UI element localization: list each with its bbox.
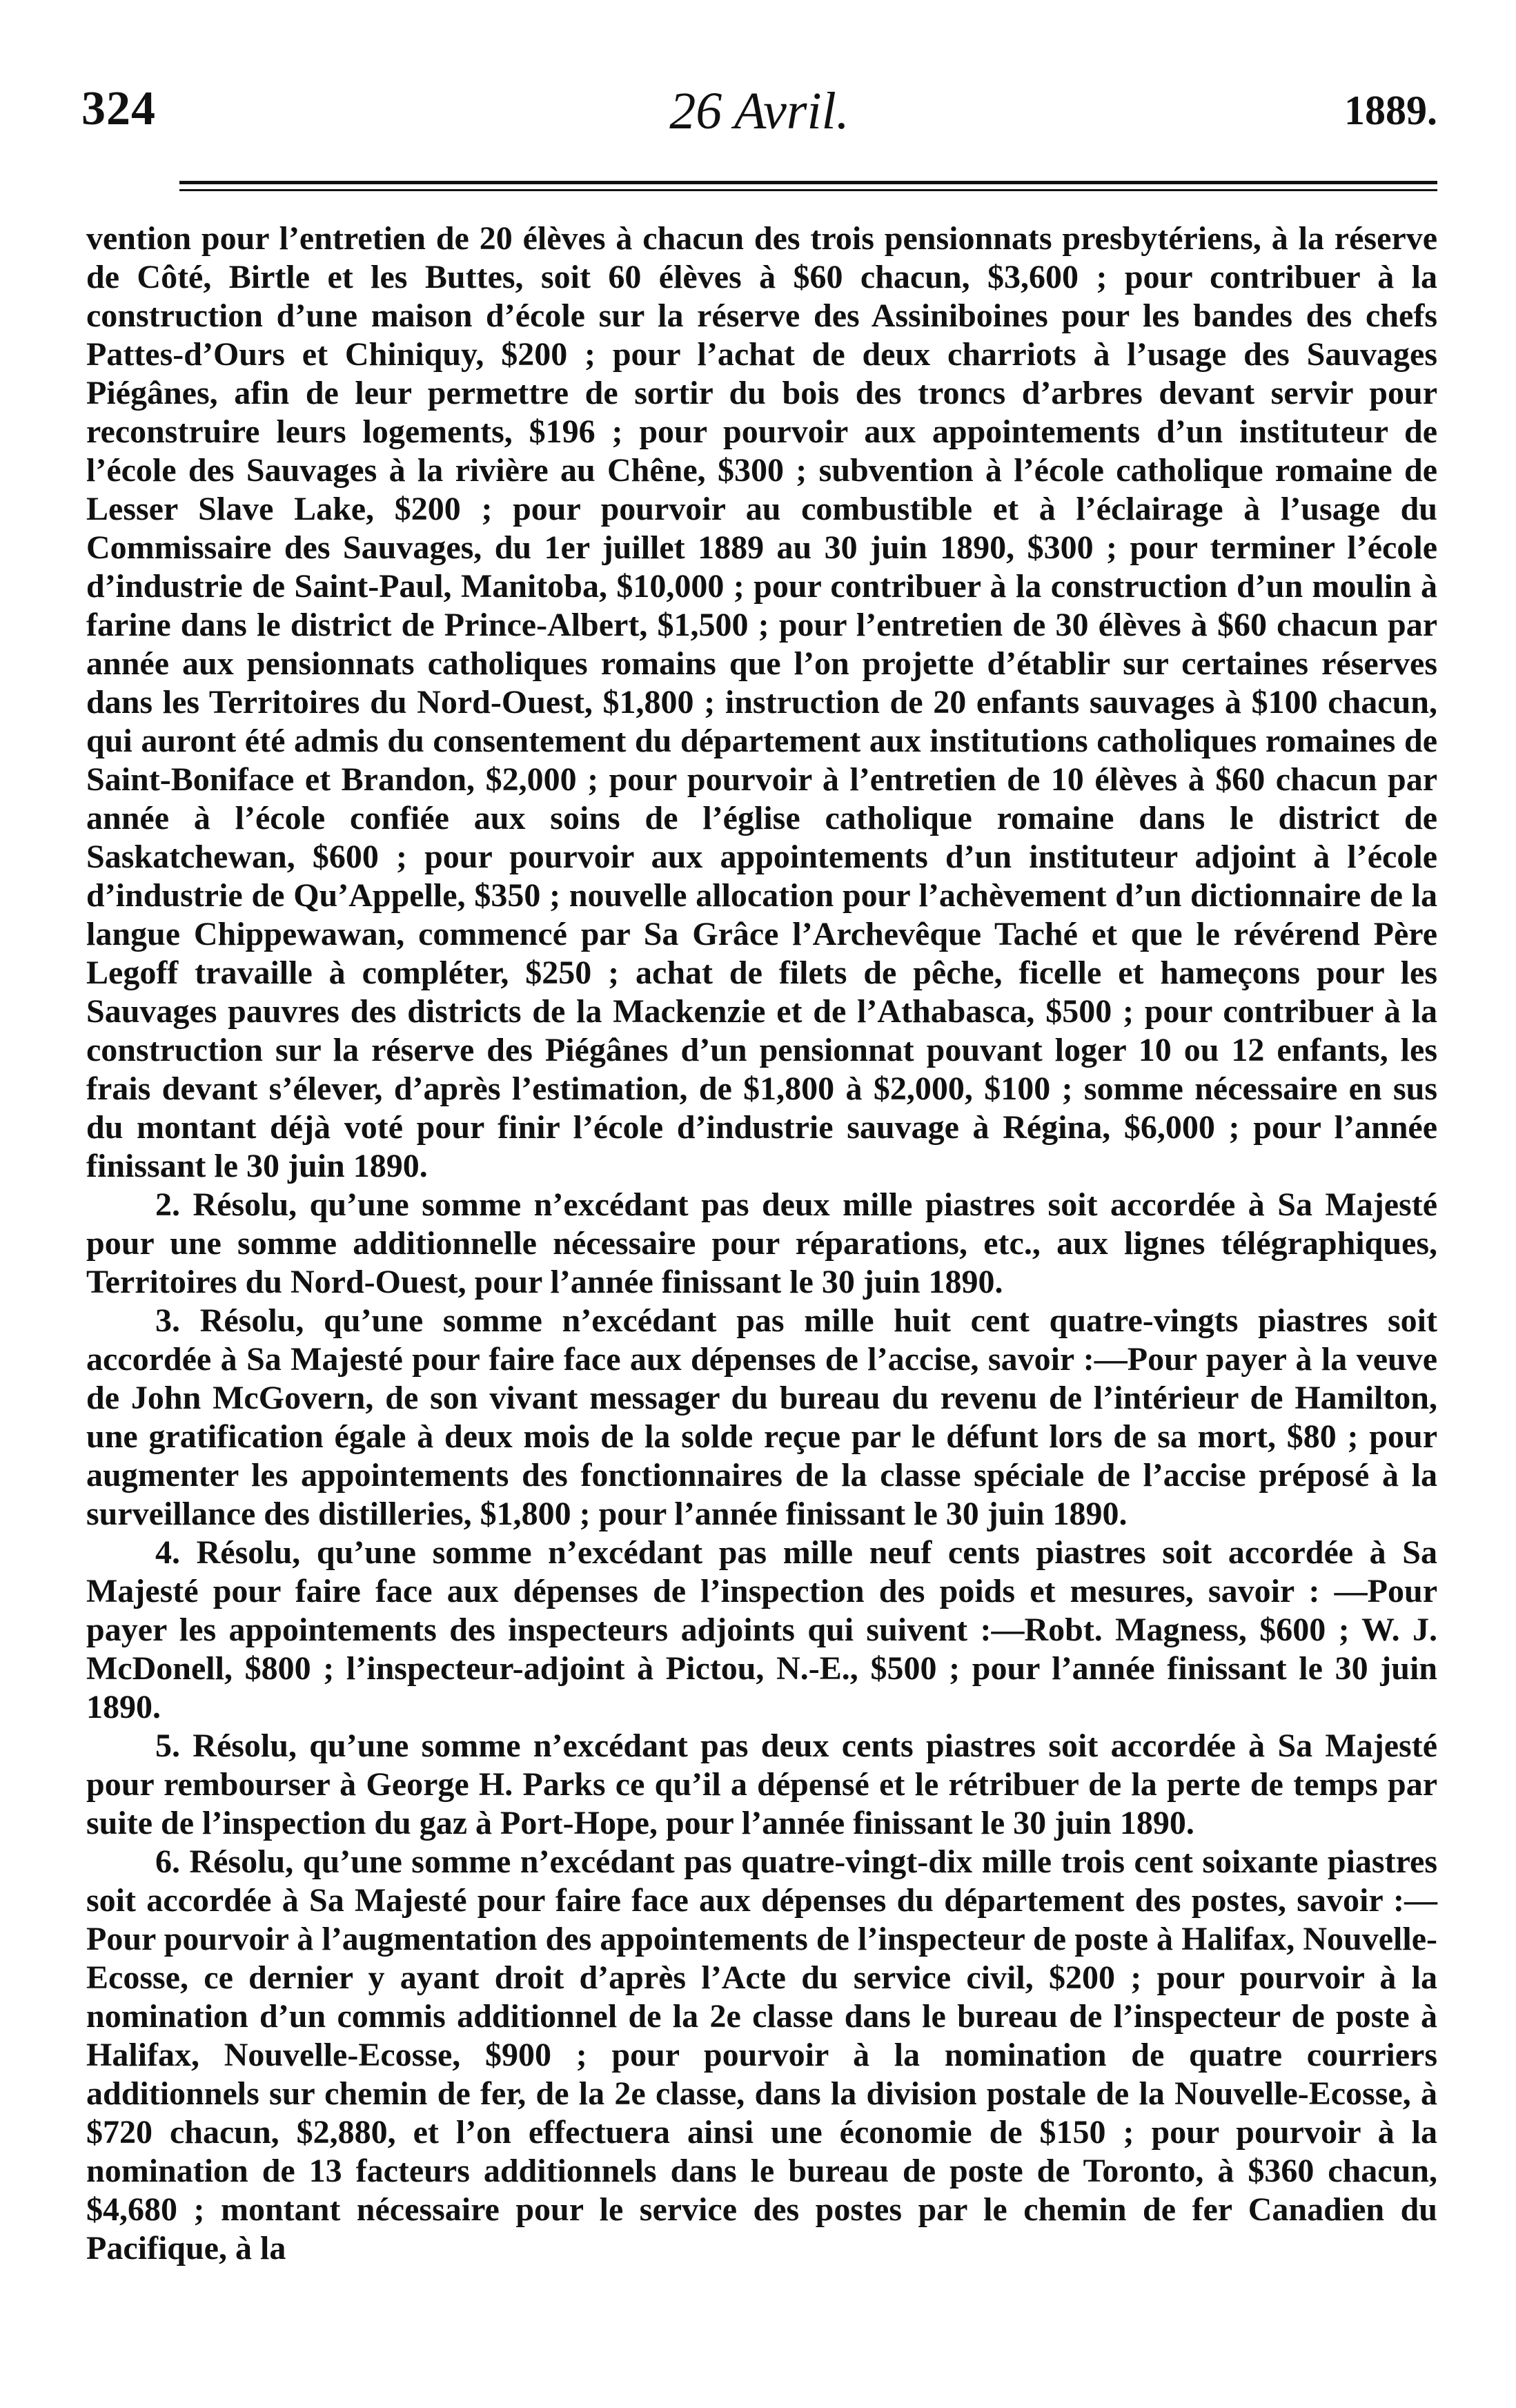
paragraph-resolution-3: 3. Résolu, qu’une somme n’excédant pas mille huit cent quatre-vingts piastres soit accordée à Sa Majesté pour faire face aux dépenses de l’accise, savoir :—Pour payer à la veuve de John McGovern, de son vivant messager du bureau du revenu de l’intérieur de Hamilton, une gratification égale à deux mois de la solde reçue par le défunt lors de sa mort, $80 ; pour augmenter les appointements des fonctionnaires de la classe spéciale de l’accise préposé à la surveillance des distilleries, $1,800 ; pour l’année finissant le 30 juin 1890. [86,1302,1437,1532]
paragraph-continuation: vention pour l’entretien de 20 élèves à chacun des trois pensionnats presbytériens, à la réserve de Côté, Birtle et les Buttes, soit 60 élèves à $60 chacun, $3,600 ; pour contribuer à la construction d’une maison d’école sur la réserve des Assiniboines pour les bandes des chefs Pattes-d’Ours et Chiniquy, $200 ; pour l’achat de deux charriots à l’usage des Sauvages Piégânes, afin de leur permettre de sortir du bois des troncs d’arbres devant servir pour reconstruire leurs logements, $196 ; pour pourvoir aux appointements d’un instituteur de l’école des Sauvages à la rivière au Chêne, $300 ; subvention à l’école catholique romaine de Lesser Slave Lake, $200 ; pour pourvoir au combustible et à l’éclairage à l’usage du Commissaire des Sauvages, du 1er juillet 1889 au 30 juin 1890, $300 ; pour terminer l’école d’industrie de Saint-Paul, Manitoba, $10,000 ; pour contribuer à la construction d’un moulin à farine dans le district de Prince-Albert, $1,500 ; pour l’entretien de 30 élèves à $60 chacun par année aux pensionnats catholiques romains que l’on projette d’établir sur certaines réserves dans les Territoires du Nord-Ouest, $1,800 ; instruction de 20 enfants sauvages à $100 chacun, qui auront été admis du consentement du département aux institutions catholiques romaines de Saint-Boniface et Brandon, $2,000 ; pour pourvoir à l’entretien de 10 élèves à $60 chacun par année à l’école confiée aux soins de l’église catholique romaine dans le district de Saskatchewan, $600 ; pour pourvoir aux appointements d’un instituteur adjoint à l’école d’industrie de Qu’Appelle, $350 ; nouvelle allocation pour l’achèvement d’un dictionnaire de la langue Chippewawan, commencé par Sa Grâce l’Archevêque Taché et que le révérend Père Legoff travaille à compléter, $250 ; achat de filets de pêche, ficelle et hameçons pour les Sauvages pauvres des districts de la Mackenzie et de l’Athabasca, $500 ; pour contribuer à la construction sur la réserve des Piégânes d’un pensionnat pouvant loger 10 ou 12 enfants, les frais devant s’élever, d’après l’estimation, de $1,800 à $2,000, $100 ; somme nécessaire en sus du montant déjà voté pour finir l’école d’industrie sauvage à Régina, $6,000 ; pour l’année finissant le 30 juin 1890. [86,220,1437,1184]
paragraph-resolution-2: 2. Résolu, qu’une somme n’excédant pas deux mille piastres soit accordée à Sa Majesté pour une somme additionnelle nécessaire pour réparations, etc., aux lignes télégraphiques, Territoires du Nord-Ouest, pour l’année finissant le 30 juin 1890. [86,1186,1437,1300]
paragraph-resolution-6: 6. Résolu, qu’une somme n’excédant pas quatre-vingt-dix mille trois cent soixante piastres soit accordée à Sa Majesté pour faire face aux dépenses du département des postes, savoir :—Pour pourvoir à l’augmentation des appointements de l’inspecteur de poste à Halifax, Nouvelle-Ecosse, ce dernier y ayant droit d’après l’Acte du service civil, $200 ; pour pourvoir à la nomination d’un commis additionnel de la 2e classe dans le bureau de l’inspecteur de poste à Halifax, Nouvelle-Ecosse, $900 ; pour pourvoir à la nomination de quatre courriers additionnels sur chemin de fer, de la 2e classe, dans la division postale de la Nouvelle-Ecosse, à $720 chacun, $2,880, et l’on effectuera ainsi une économie de $150 ; pour pourvoir à la nomination de 13 facteurs additionnels dans le bureau de poste de Toronto, à $360 chacun, $4,680 ; montant nécessaire pour le service des postes par le chemin de fer Canadien du Pacifique, à la [86,1843,1437,2267]
paragraph-resolution-5: 5. Résolu, qu’une somme n’excédant pas deux cents piastres soit accordée à Sa Majesté pour rembourser à George H. Parks ce qu’il a dépensé et le rétribuer de la perte de temps par suite de l’inspection du gaz à Port-Hope, pour l’année finissant le 30 juin 1890. [86,1727,1437,1841]
header-year: 1889. [1344,88,1437,133]
header-rule-thick [179,181,1437,184]
paragraph-resolution-4: 4. Résolu, qu’une somme n’excédant pas mille neuf cents piastres soit accordée à Sa Majesté pour faire face aux dépenses de l’inspection des poids et mesures, savoir : —Pour payer les appointements des inspecteurs adjoints qui suivent :—Robt. Magness, $600 ; W. J. McDonell, $800 ; l’inspecteur-adjoint à Pictou, N.-E., $500 ; pour l’année finissant le 30 juin 1890. [86,1534,1437,1725]
page-header [81,81,1437,157]
page-number: 324 [81,82,156,135]
header-rule-thin [179,189,1437,191]
running-title: 26 Avril. [669,82,849,140]
body-text [86,219,1437,2268]
